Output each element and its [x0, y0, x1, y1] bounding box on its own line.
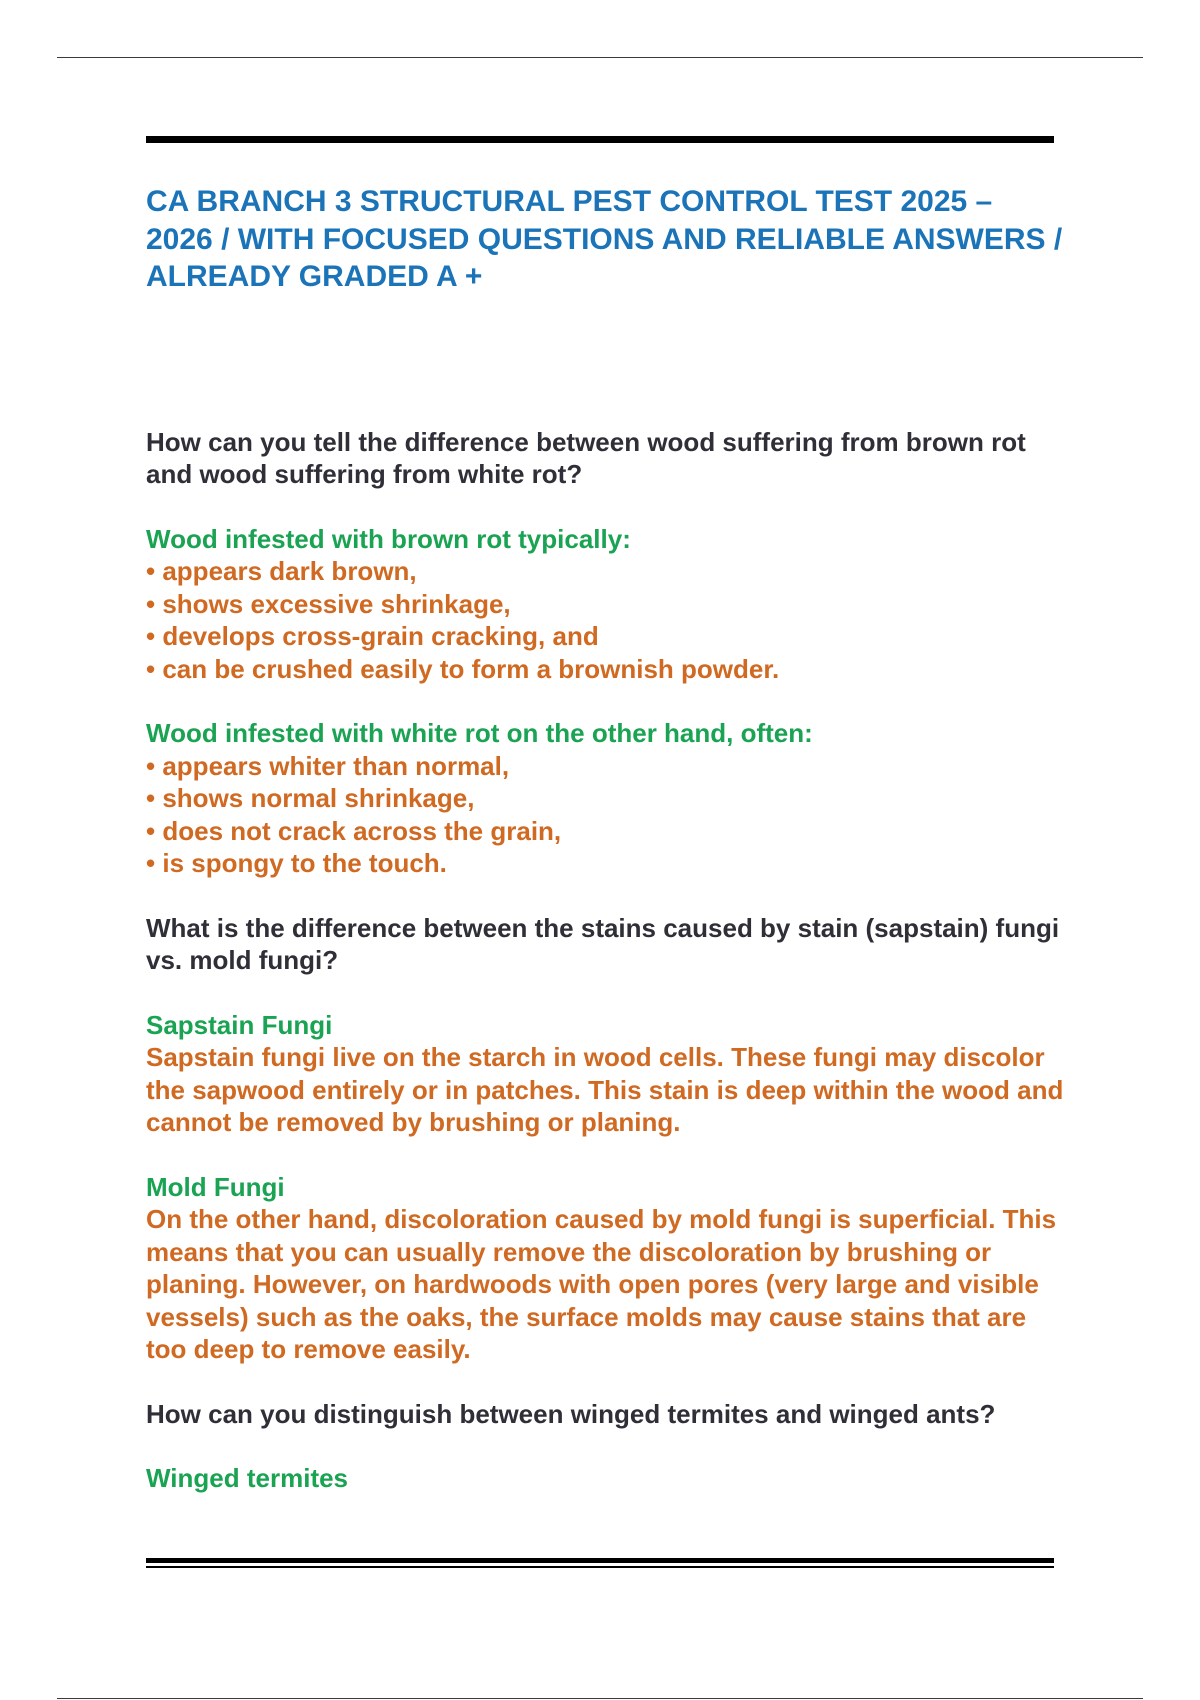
page-content — [146, 183, 1066, 1495]
brown-rot-list — [146, 555, 1066, 685]
brown-rot-heading: Wood infested with brown rot typically: — [146, 523, 631, 554]
white-rot-heading: Wood infested with white rot on the other hand, often: — [146, 718, 813, 748]
question-brown-white-rot: How can you tell the difference between wood suffering from brown rot and wood suffering from white rot? — [146, 426, 1026, 489]
list-item: • appears dark brown, — [146, 556, 417, 586]
list-item: • is spongy to the touch. — [146, 848, 447, 878]
page-bottom-rule — [57, 1698, 1143, 1699]
list-item: • shows excessive shrinkage, — [146, 588, 511, 619]
list-item: • develops cross-grain cracking, and — [146, 621, 599, 651]
question-termites-ants: How can you distinguish between winged termites and winged ants? — [146, 1398, 996, 1429]
list-item: • shows normal shrinkage, — [146, 783, 475, 813]
list-item: • can be crushed easily to form a brownish powder. — [146, 653, 780, 684]
white-rot-list — [146, 750, 1066, 880]
page-top-rule — [57, 57, 1143, 58]
qa-body — [146, 426, 1066, 1495]
question-sapstain-mold: What is the difference between the stains caused by stain (sapstain) fungi vs. mold fungi? — [146, 912, 1060, 975]
footer-rule — [146, 1558, 1054, 1568]
list-item: • does not crack across the grain, — [146, 815, 562, 846]
list-item: • appears whiter than normal, — [146, 750, 510, 781]
header-rule — [146, 136, 1054, 143]
winged-termites-heading: Winged termites — [146, 1463, 349, 1493]
sapstain-answer: Sapstain fungi live on the starch in wood cells. These fungi may discolor the sapwood entirely or in patches. This stain is deep within the wood and cannot be removed by brushing or planing. — [146, 1042, 1064, 1137]
document-title: CA BRANCH 3 STRUCTURAL PEST CONTROL TEST 2025 – 2026 / WITH FOCUSED QUESTIONS AND RELIABLE ANSWERS / ALREADY GRADED A + — [146, 185, 1063, 293]
mold-answer: On the other hand, discoloration caused by mold fungi is superficial. This means that you can usually remove the discoloration by brushing or planing. However, on hardwoods with open pores (very large and visible vessels) such as the oaks, the surface molds may cause stains that are too deep to remove easily. — [146, 1204, 1057, 1364]
sapstain-heading: Sapstain Fungi — [146, 1009, 333, 1040]
mold-heading: Mold Fungi — [146, 1171, 285, 1202]
